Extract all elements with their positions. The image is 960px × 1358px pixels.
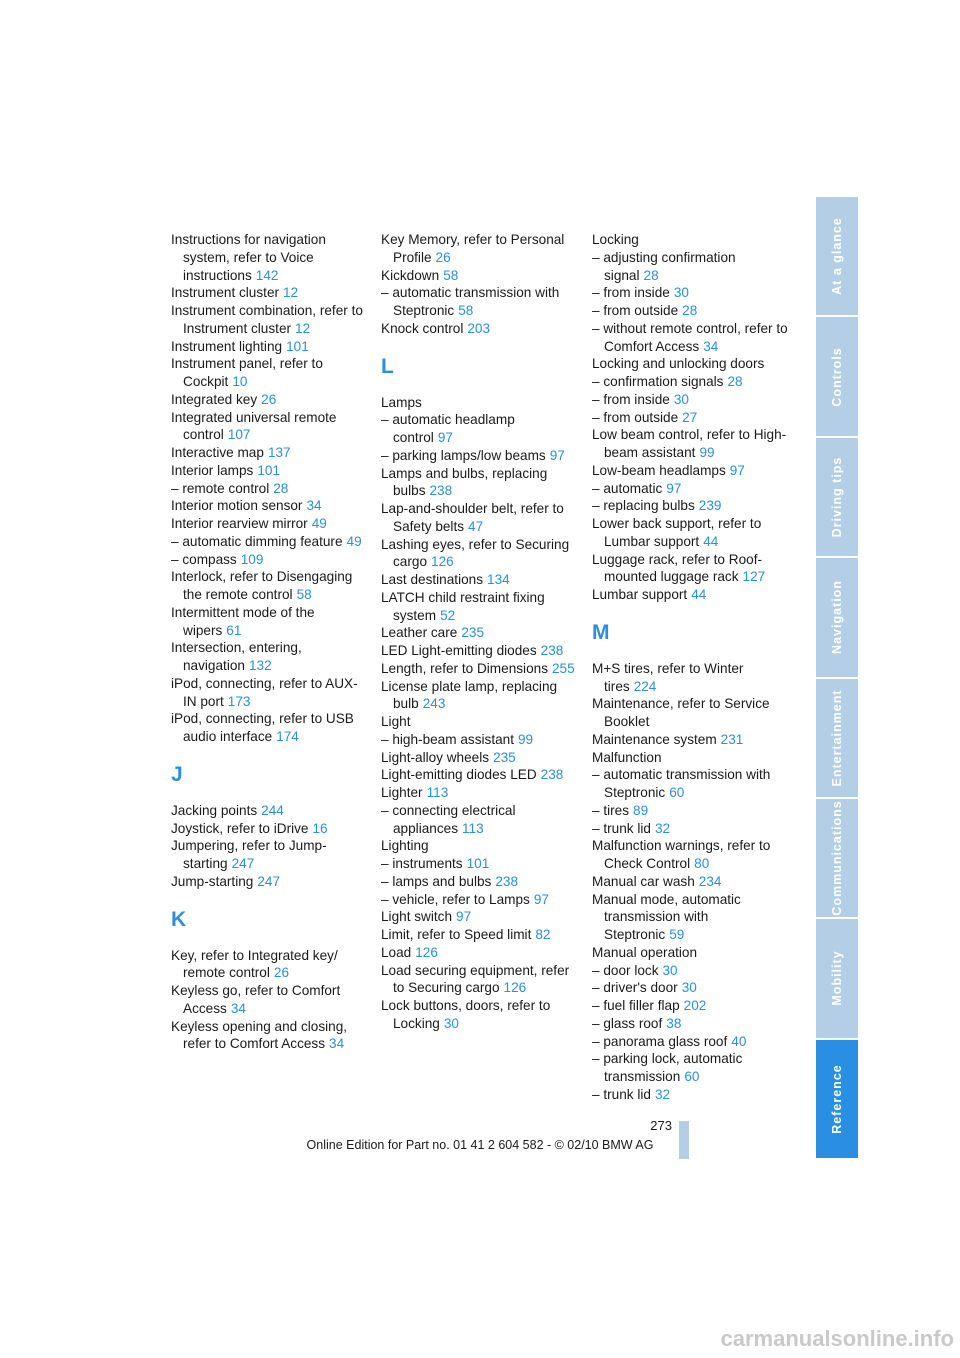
page-reference-link[interactable]: 137 (267, 445, 291, 460)
page-reference-link[interactable]: 97 (456, 909, 472, 925)
page-reference-link[interactable]: 234 (698, 873, 722, 889)
index-entry (381, 465, 577, 501)
index-entry (381, 731, 577, 749)
index-entry (381, 447, 577, 465)
page-reference-link[interactable]: 28 (727, 374, 743, 389)
index-entry-text: Keyless go, refer to Comfort Access (171, 983, 341, 1016)
index-entry (592, 551, 788, 587)
index-entry (381, 231, 577, 267)
index-entry (592, 373, 788, 391)
page-reference-link[interactable]: 231 (720, 731, 744, 747)
page-reference-link[interactable]: 47 (468, 518, 484, 534)
index-entry-text: – vehicle, refer to Lamps (381, 891, 530, 907)
page-reference-link[interactable]: 60 (669, 785, 685, 800)
index-entry-text: Light-alloy wheels (381, 749, 490, 765)
index-entry (592, 997, 788, 1015)
tab-mobility[interactable] (816, 919, 858, 1039)
page-reference-link[interactable]: 174 (276, 729, 299, 744)
index-entry-text: – panorama glass roof (592, 1033, 728, 1049)
index-entry (171, 533, 367, 551)
index-entry (592, 944, 788, 962)
index-entry (592, 837, 788, 873)
index-entry (381, 394, 577, 412)
index-entry-text: Lamps and bulbs, replacing bulbs (381, 465, 548, 499)
tab-label: Navigation (830, 580, 844, 655)
page-reference-link[interactable]: 32 (654, 820, 671, 836)
index-entry-text: Light switch (381, 909, 453, 925)
index-entry-text: Malfunction warnings, refer to Check Control (592, 838, 771, 871)
index-entry (171, 675, 367, 711)
index-entry (592, 249, 788, 285)
index-entry (171, 1018, 367, 1054)
page-reference-link[interactable]: 238 (495, 873, 519, 889)
page-reference-link[interactable]: 134 (487, 572, 510, 587)
index-entry-text: Keyless opening and closing, refer to Comfort Access (171, 1018, 348, 1052)
index-entry-text: – fuel filler flap (592, 998, 680, 1013)
index-entry (381, 784, 577, 802)
index-entry (592, 1050, 788, 1086)
tab-driving-tips[interactable] (816, 438, 858, 558)
page-reference-link[interactable]: 203 (467, 320, 491, 336)
index-entry (592, 320, 788, 356)
page-reference-link[interactable]: 99 (518, 731, 534, 747)
index-entry-text: – door lock (592, 962, 659, 978)
index-entry (381, 837, 577, 855)
page-reference-link[interactable]: 40 (731, 1033, 747, 1049)
index-entry-text: Last destinations (381, 572, 484, 587)
page-reference-link[interactable]: 244 (261, 802, 284, 818)
page-reference-link[interactable]: 239 (698, 498, 722, 514)
index-entry-text: Low beam control, refer to High-beam assistant (592, 427, 787, 460)
index-entry (171, 391, 367, 409)
page-reference-link[interactable]: 173 (227, 693, 251, 709)
tab-communications[interactable] (816, 799, 858, 919)
index-entry-text: LATCH child restraint fixing system (381, 589, 545, 623)
index-entry-text: Intermittent mode of the wipers (171, 604, 315, 638)
page-reference-link[interactable]: 49 (311, 516, 327, 531)
index-entry (592, 391, 788, 409)
index-entry (381, 320, 577, 338)
index-entry (381, 891, 577, 909)
index-entry-text: Lighter (381, 785, 423, 800)
index-entry-text: Length, refer to Dimensions (381, 660, 548, 676)
index-entry-text: License plate lamp, replacing bulb (381, 678, 558, 712)
index-entry (592, 284, 788, 302)
index-entry-text: Jumpering, refer to Jump-starting (171, 838, 327, 871)
index-entry-text: Lamps (381, 394, 422, 410)
index-letter-heading: L (381, 354, 394, 378)
index-entry (592, 515, 788, 551)
page-reference-link[interactable]: 34 (329, 1036, 345, 1052)
index-entry (381, 926, 577, 944)
page-reference-link[interactable]: 97 (729, 462, 745, 478)
index-entry-text: Lumbar support (592, 587, 688, 602)
index-entry (592, 462, 788, 480)
index-entry (171, 302, 367, 338)
index-entry (171, 284, 367, 302)
page-reference-link[interactable]: 202 (683, 998, 707, 1013)
index-entry-text: Locking and unlocking doors (592, 356, 765, 372)
index-entry (381, 802, 577, 838)
index-entry-text: Interior rearview mirror (171, 516, 308, 531)
index-entry-text: – adjusting confirmation signal (592, 249, 736, 283)
page-reference-link[interactable]: 30 (673, 285, 689, 301)
index-entry (592, 660, 788, 696)
index-entry-text: – from inside (592, 285, 670, 301)
index-entry (171, 515, 367, 533)
page-reference-link[interactable]: 247 (231, 856, 255, 871)
tab-entertainment[interactable] (816, 679, 858, 799)
page-reference-link[interactable]: 12 (283, 285, 299, 301)
index-entry-text: – instruments (381, 856, 463, 871)
page-reference-link[interactable]: 235 (493, 749, 516, 765)
page-reference-link[interactable]: 30 (673, 391, 689, 407)
index-entry (171, 982, 367, 1018)
index-letter-heading: J (171, 762, 183, 786)
index-entry-text: Integrated key (171, 391, 258, 407)
page-number: 273 (650, 1118, 672, 1133)
index-entry (381, 411, 577, 447)
index-entry-text: Manual mode, automatic transmission with Steptronic (592, 891, 741, 942)
page-reference-link[interactable]: 27 (682, 409, 698, 425)
page-reference-link[interactable]: 235 (461, 625, 485, 641)
index-entry (381, 624, 577, 642)
index-entry (381, 642, 577, 660)
index-entry-text: Instrument cluster (171, 285, 280, 301)
page-reference-link[interactable]: 243 (422, 696, 446, 712)
page-reference-link[interactable]: 49 (346, 533, 362, 549)
index-letter-heading: K (171, 907, 187, 931)
index-entry (171, 355, 367, 391)
page-reference-link[interactable]: 126 (503, 980, 527, 996)
index-entry (171, 338, 367, 356)
page-reference-link[interactable]: 127 (742, 569, 766, 585)
page-reference-link[interactable]: 30 (662, 962, 678, 978)
index-entry (592, 766, 788, 802)
page-reference-link[interactable]: 99 (699, 445, 715, 460)
page-reference-link[interactable]: 107 (227, 427, 251, 443)
tab-label: Mobility (830, 950, 844, 1007)
index-entry-text: M+S tires, refer to Winter tires (592, 660, 744, 694)
index-entry-text: Lashing eyes, refer to Securing cargo (381, 536, 570, 570)
index-entry (381, 536, 577, 572)
index-entry (381, 962, 577, 998)
index-entry (592, 802, 788, 820)
page-reference-link[interactable]: 28 (273, 480, 289, 496)
page-reference-link[interactable]: 109 (240, 551, 264, 567)
index-entry (171, 444, 367, 462)
page-reference-link[interactable]: 58 (296, 587, 312, 602)
index-entry (592, 231, 788, 249)
index-entry-text: Interlock, refer to Disengaging the remote control (171, 569, 353, 602)
index-entry-text: – automatic (592, 480, 663, 496)
index-entry (381, 500, 577, 536)
tab-label: At a glance (830, 217, 844, 296)
index-entry (171, 604, 367, 640)
page-reference-link[interactable]: 89 (633, 802, 649, 818)
index-entry-text: – compass (171, 551, 237, 567)
index-entry-text: Instrument lighting (171, 338, 283, 354)
index-entry-text: Manual operation (592, 944, 698, 960)
page-reference-link[interactable]: 238 (540, 643, 564, 658)
index-entry-text: Joystick, refer to iDrive (171, 820, 309, 836)
index-entry-text: iPod, connecting, refer to AUX-IN port (171, 675, 358, 709)
index-entry-text: – replacing bulbs (592, 498, 695, 514)
page-reference-link[interactable]: 59 (669, 927, 685, 942)
index-entry-text: LED Light-emitting diodes (381, 643, 537, 658)
tab-label: Communications (830, 800, 844, 916)
index-entry-text: Luggage rack, refer to Roof-mounted luggage rack (592, 551, 763, 585)
index-entry-text: Manual car wash (592, 873, 695, 889)
index-entry-text: Leather care (381, 625, 458, 641)
index-entry-text: – from inside (592, 391, 670, 407)
index-entry (381, 855, 577, 873)
index-entry-text: Lock buttons, doors, refer to Locking (381, 998, 551, 1031)
index-entry (381, 589, 577, 625)
page-reference-link[interactable]: 113 (426, 785, 449, 800)
index-entry (171, 568, 367, 604)
index-entry-text: Knock control (381, 320, 464, 336)
page-reference-link[interactable]: 32 (654, 1086, 671, 1102)
index-entry-text: – remote control (171, 480, 270, 496)
index-entry-text: Key Memory, refer to Personal Profile (381, 232, 565, 265)
tab-label: Entertainment (830, 689, 844, 787)
index-entry (592, 355, 788, 373)
index-entry (592, 873, 788, 891)
index-entry-text: – tires (592, 802, 630, 818)
index-entry (381, 284, 577, 320)
tab-label: Driving tips (830, 456, 844, 538)
page-reference-link[interactable]: 224 (633, 678, 657, 694)
index-entry-text: Locking (592, 232, 639, 247)
index-entry-text: Jacking points (171, 802, 258, 818)
index-entry (592, 820, 788, 838)
index-entry (381, 944, 577, 962)
index-entry-text: – from outside (592, 409, 679, 425)
index-entry (592, 480, 788, 498)
index-entry-text: Instrument combination, refer to Instrument cluster (171, 303, 363, 336)
index-entry-text: Key, refer to Integrated key/ remote control (171, 947, 338, 981)
index-entry-text: – parking lock, automatic transmission (592, 1051, 743, 1084)
index-entry (592, 979, 788, 997)
index-entry-text: – lamps and bulbs (381, 873, 492, 889)
index-entry (381, 660, 577, 678)
page-reference-link[interactable]: 60 (684, 1069, 700, 1084)
page-reference-link[interactable]: 26 (273, 965, 290, 981)
page-reference-link[interactable]: 34 (230, 1000, 246, 1016)
index-entry-text: Light-emitting diodes LED (381, 767, 537, 783)
index-entry (592, 962, 788, 980)
index-entry (381, 267, 577, 285)
index-entry-text: Interior lamps (171, 462, 254, 478)
index-entry-text: – trunk lid (592, 820, 651, 836)
index-entry-text: Integrated universal remote control (171, 409, 337, 443)
index-entry (592, 1086, 788, 1104)
page-reference-link[interactable]: 34 (703, 338, 719, 354)
page-reference-link[interactable]: 255 (552, 660, 575, 676)
index-column-3 (592, 231, 788, 1104)
index-entry (171, 837, 367, 873)
index-entry (381, 713, 577, 731)
page-reference-link[interactable]: 61 (226, 622, 242, 638)
tab-controls[interactable] (816, 317, 858, 437)
index-entry-text: – automatic transmission with Steptronic (381, 285, 560, 318)
index-entry (171, 639, 367, 675)
index-entry-text: Lighting (381, 838, 429, 854)
page-reference-link[interactable]: 101 (286, 338, 309, 354)
tab-at-a-glance[interactable] (816, 197, 858, 317)
page-reference-link[interactable]: 30 (681, 980, 697, 996)
index-entry (171, 497, 367, 515)
index-entry (592, 749, 788, 767)
index-entry (592, 695, 788, 731)
page-reference-link[interactable]: 12 (295, 320, 311, 336)
index-entry-text: Limit, refer to Speed limit (381, 927, 532, 942)
page-reference-link[interactable]: 97 (666, 480, 682, 496)
page-reference-link[interactable]: 16 (312, 820, 328, 836)
page-reference-link[interactable]: 58 (458, 303, 474, 318)
page-reference-link[interactable]: 44 (703, 533, 719, 549)
page-reference-link[interactable]: 44 (691, 587, 707, 602)
index-entry (592, 586, 788, 604)
page-reference-link[interactable]: 238 (540, 767, 564, 783)
index-entry-text: Lap-and-shoulder belt, refer to Safety belts (381, 501, 564, 534)
index-entry-text: Instructions for navigation system, refer to Voice instructions (171, 232, 326, 283)
index-entry-text: Instrument panel, refer to Cockpit (171, 356, 323, 389)
index-entry (171, 462, 367, 480)
page-reference-link[interactable]: 247 (257, 873, 281, 889)
index-entry-text: Malfunction (592, 749, 662, 765)
index-entry-text: – trunk lid (592, 1086, 651, 1102)
tab-label: Controls (830, 346, 844, 407)
index-entry (171, 802, 367, 820)
page-reference-link[interactable]: 28 (682, 303, 698, 318)
index-entry (171, 551, 367, 569)
index-entry-text: Lower back support, refer to Lumbar support (592, 516, 762, 549)
index-entry-text: Load securing equipment, refer to Securing cargo (381, 962, 570, 996)
page-reference-link[interactable]: 97 (549, 447, 565, 463)
index-entry-text: – parking lamps/low beams (381, 447, 546, 463)
index-entry (381, 749, 577, 767)
page-reference-link[interactable]: 97 (437, 430, 453, 445)
index-entry (171, 480, 367, 498)
index-entry (381, 571, 577, 589)
index-entry (592, 1015, 788, 1033)
index-entry (171, 873, 367, 891)
index-entry (592, 891, 788, 944)
page-reference-link[interactable]: 58 (443, 267, 459, 283)
page-reference-link[interactable]: 52 (440, 607, 456, 623)
index-entry (171, 710, 367, 746)
page-reference-link[interactable]: 101 (466, 856, 490, 871)
index-entry (171, 409, 367, 445)
index-entry (592, 409, 788, 427)
index-entry (381, 997, 577, 1033)
index-entry-text: Interior motion sensor (171, 498, 303, 514)
page-reference-link[interactable]: 26 (435, 249, 451, 265)
index-entry-text: Low-beam headlamps (592, 462, 726, 478)
index-letter-heading: M (592, 620, 610, 644)
page-reference-link[interactable]: 142 (255, 267, 279, 283)
page-reference-link[interactable]: 10 (232, 374, 248, 389)
index-entry (381, 766, 577, 784)
page-reference-link[interactable]: 113 (462, 820, 484, 836)
index-entry-text: – glass roof (592, 1015, 663, 1031)
index-entry-text: Light (381, 714, 411, 729)
index-entry-text: – driver's door (592, 980, 678, 996)
page-reference-link[interactable]: 126 (431, 554, 454, 570)
page-reference-link[interactable]: 38 (666, 1015, 682, 1031)
watermark-logo: carmanualsonline.info (720, 1326, 954, 1351)
tab-navigation[interactable] (816, 558, 858, 678)
index-entry (381, 908, 577, 926)
index-entry-text: Interactive map (171, 445, 264, 460)
footer-text: Online Edition for Part no. 01 41 2 604 582 - © 02/10 BMW AG (306, 1138, 654, 1152)
index-entry (592, 1033, 788, 1051)
page-reference-link[interactable]: 80 (694, 856, 710, 871)
index-entry (381, 873, 577, 891)
index-entry (171, 947, 367, 983)
index-entry (592, 426, 788, 462)
page-reference-link[interactable]: 238 (429, 483, 453, 499)
index-entry-text: – automatic headlamp control (381, 412, 515, 445)
page-reference-link[interactable]: 132 (248, 658, 272, 673)
index-entry-text: Maintenance system (592, 731, 717, 747)
index-entry-text: – connecting electrical appliances (381, 802, 516, 836)
index-entry (381, 678, 577, 714)
index-entry-text: iPod, connecting, refer to USB audio interface (171, 711, 354, 744)
index-entry-text: – without remote control, refer to Comfort Access (592, 320, 788, 354)
page-reference-link[interactable]: 97 (533, 891, 549, 907)
index-entry (171, 231, 367, 284)
index-entry-text: – automatic dimming feature (171, 533, 343, 549)
page-reference-link[interactable]: 34 (306, 498, 322, 514)
index-entry (592, 302, 788, 320)
index-entry-text: – high-beam assistant (381, 731, 514, 747)
index-entry-text: Jump-starting (171, 873, 254, 889)
index-column-1 (171, 231, 367, 1053)
section-tabs (816, 197, 858, 1160)
page-reference-link[interactable]: 28 (643, 267, 659, 283)
index-entry (592, 731, 788, 749)
page-reference-link[interactable]: 30 (443, 1015, 459, 1031)
index-entry-text: – automatic transmission with Steptronic (592, 767, 771, 800)
index-entry-text: Load (381, 944, 412, 960)
index-entry-text: – from outside (592, 303, 679, 318)
page-reference-link[interactable]: 126 (415, 944, 438, 960)
page-reference-link[interactable]: 82 (535, 927, 551, 942)
index-entry (171, 820, 367, 838)
index-entry (592, 497, 788, 515)
index-column-2 (381, 231, 577, 1033)
tab-label: Reference (830, 1064, 844, 1134)
index-entry-text: Maintenance, refer to Service Booklet (592, 696, 770, 729)
page-reference-link[interactable]: 26 (261, 391, 277, 407)
index-entry-text: Kickdown (381, 267, 440, 283)
index-entry-text: – confirmation signals (592, 374, 724, 389)
index-entry-text: Intersection, entering, navigation (171, 640, 302, 673)
page-reference-link[interactable]: 101 (257, 462, 281, 478)
